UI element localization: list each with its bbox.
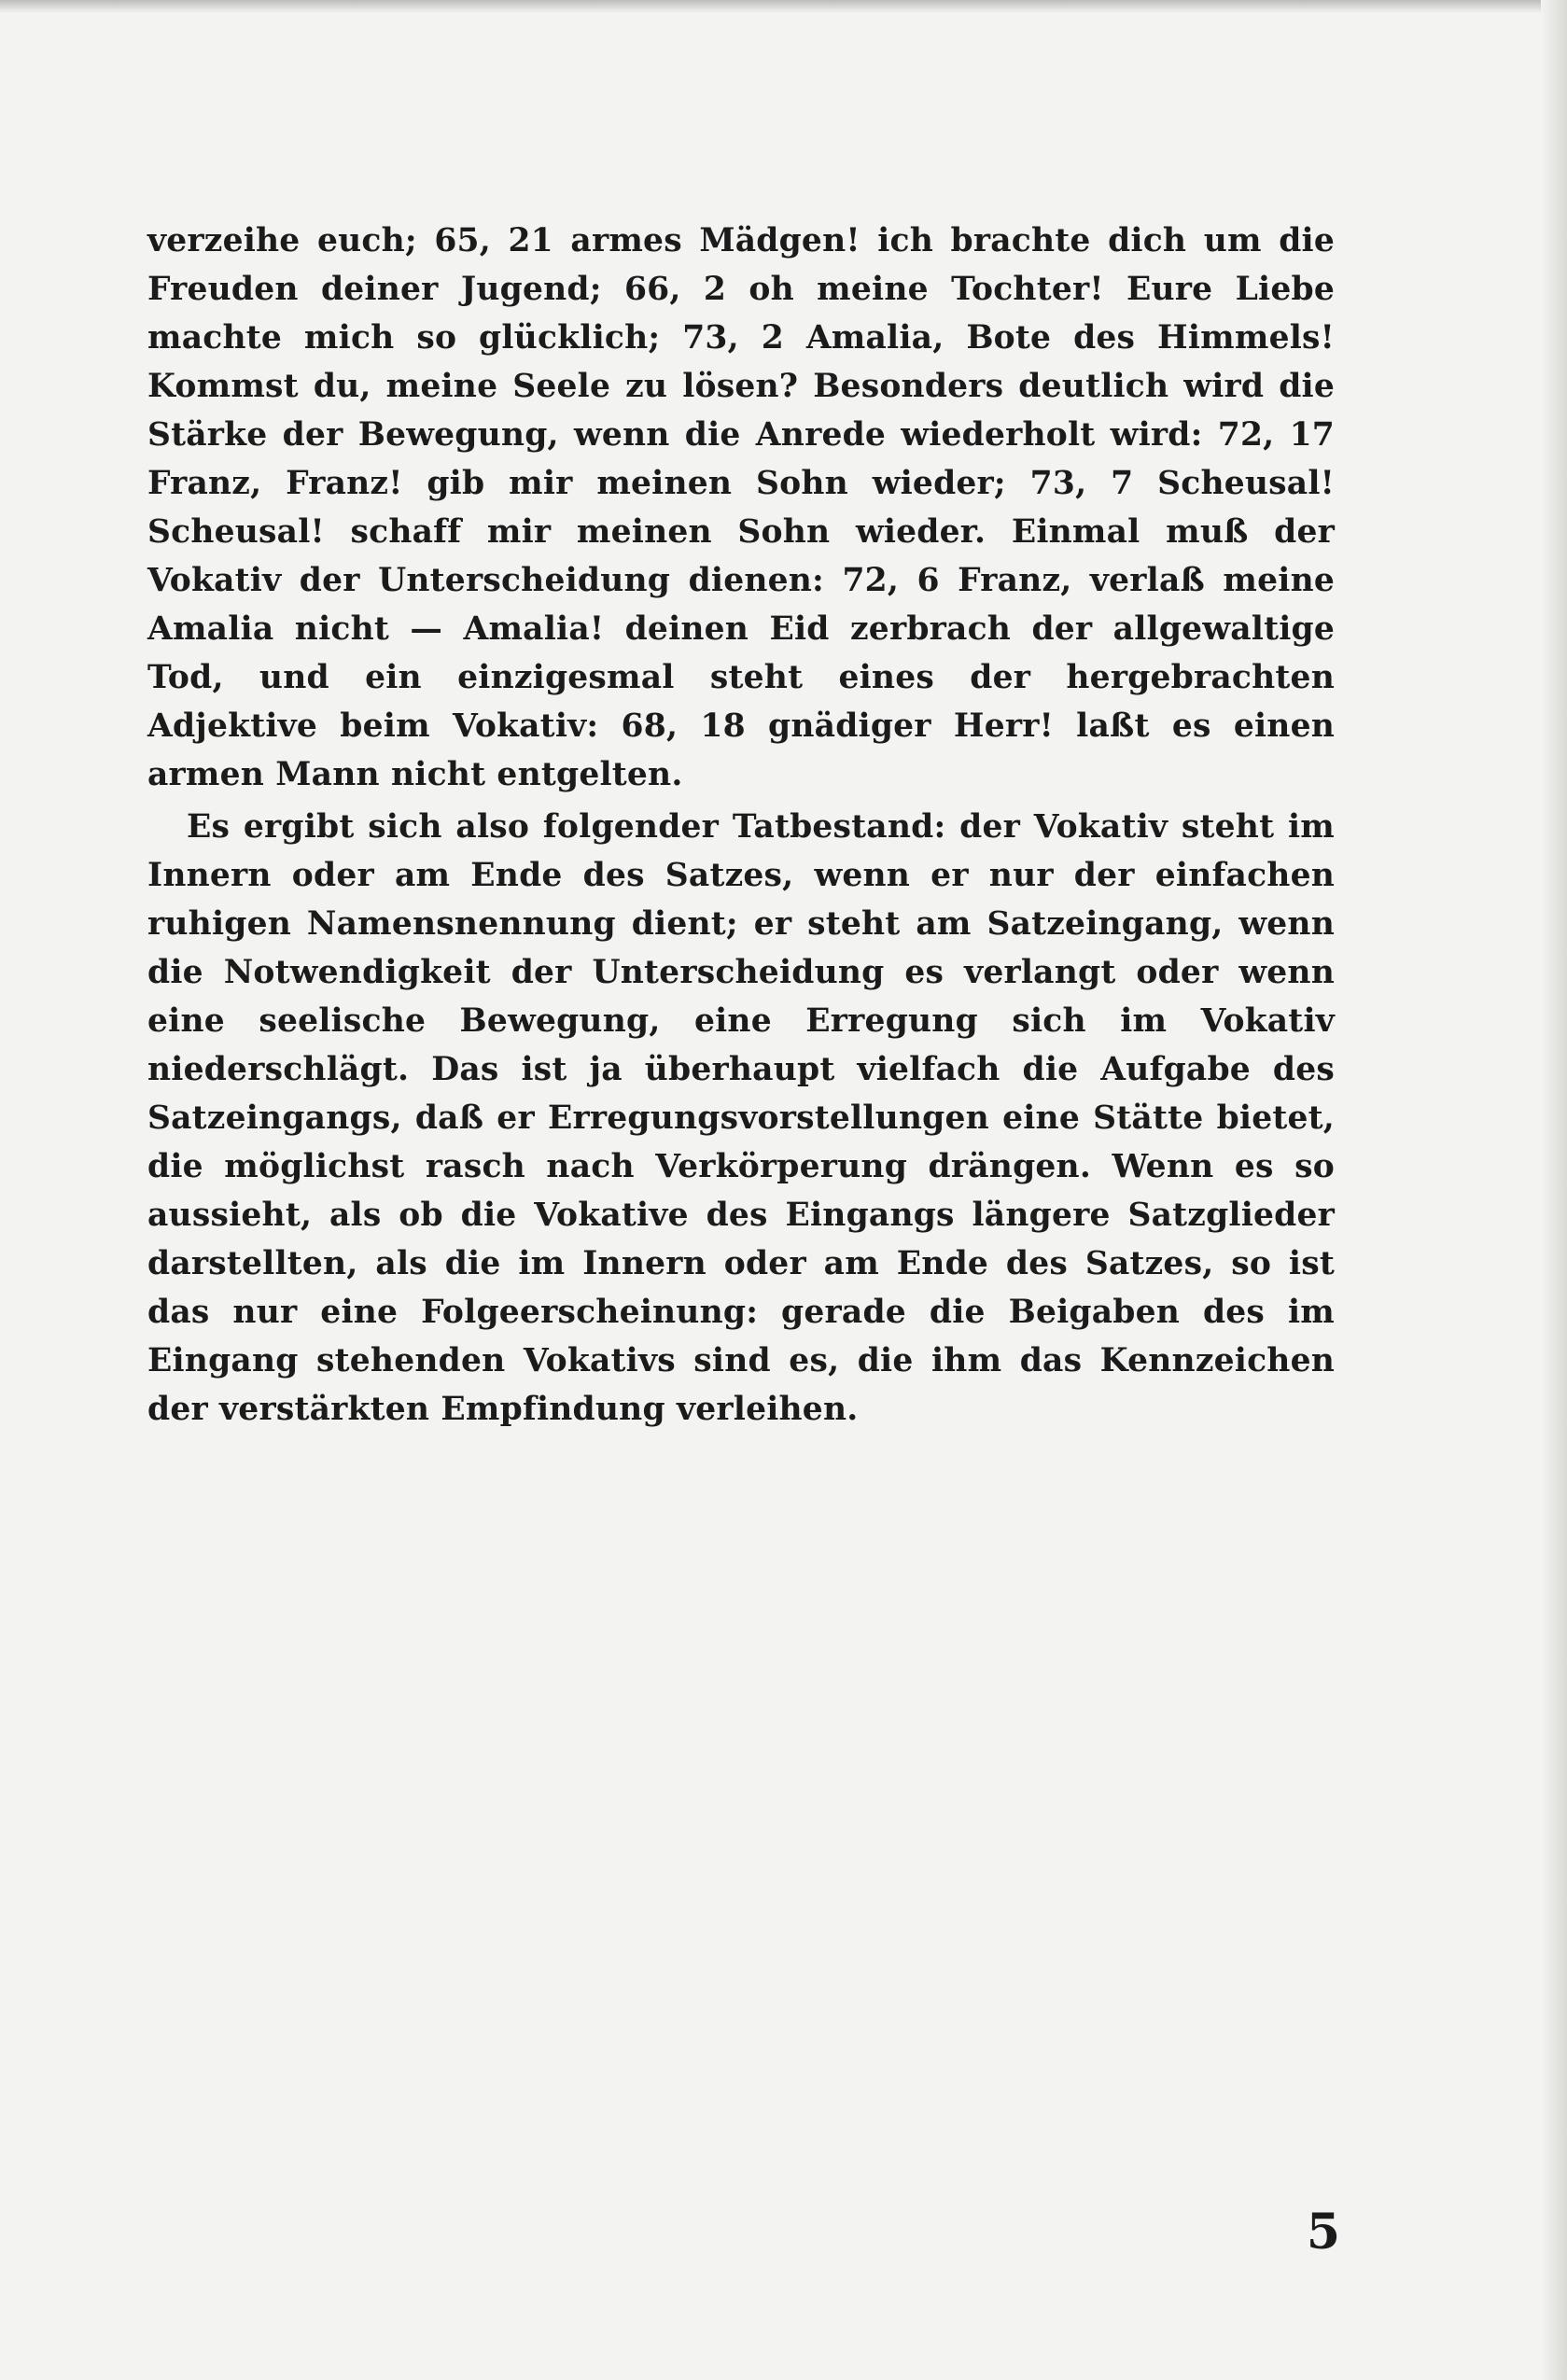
paragraph-summary: Es ergibt sich also folgender Tatbestand: der Vokativ steht im Innern oder am Ende des Satzes, wenn er nur der einfachen ruhigen Namensnennung dient; er steht am Satzeingang, wenn die Notwendigkeit der Unterscheidung es verlangt oder wenn eine seelische Bewegung, eine Erregung sich im Vokativ niederschlägt. Das ist ja überhaupt vielfach die Aufgabe des Satzeingangs, daß er Erregungsvorstellungen eine Stätte bietet, die möglichst rasch nach Verkörperung drängen. Wenn es so aussieht, als ob die Vokative des Eingangs längere Satzglieder darstellten, als die im Innern oder am Ende des Satzes, so ist das nur eine Folgeerscheinung: gerade die Beigaben des im Eingang stehenden Vokativs sind es, die ihm das Kennzeichen der verstärkten Empfindung verleihen. <box>147 808 1335 1428</box>
page-right-shadow <box>1541 0 1567 2380</box>
paragraph-continued: verzeihe euch; 65, 21 armes Mädgen! ich brachte dich um die Freuden deiner Jugend; 66, 2 oh meine Tochter! Eure Liebe machte mich so glücklich; 73, 2 Amalia, Bote des Himmels! Kommst du, meine Seele zu lösen? Besonders deutlich wird die Stärke der Bewegung, wenn die Anrede wiederholt wird: 72, 17 Franz, Franz! gib mir meinen Sohn wieder; 73, 7 Scheusal! Scheusal! schaff mir meinen Sohn wieder. Einmal muß der Vokativ der Unterscheidung dienen: 72, 6 Franz, verlaß meine Amalia nicht — Amalia! deinen Eid zerbrach der allgewaltige Tod, und ein einzigesmal steht eines der hergebrachten Adjektive beim Vokativ: 68, 18 gnädiger Herr! laßt es einen armen Mann nicht entgelten. <box>147 222 1335 793</box>
body-text <box>147 217 1335 1434</box>
page-top-shadow <box>0 0 1567 13</box>
page-number: 5 <box>1306 2204 1340 2261</box>
